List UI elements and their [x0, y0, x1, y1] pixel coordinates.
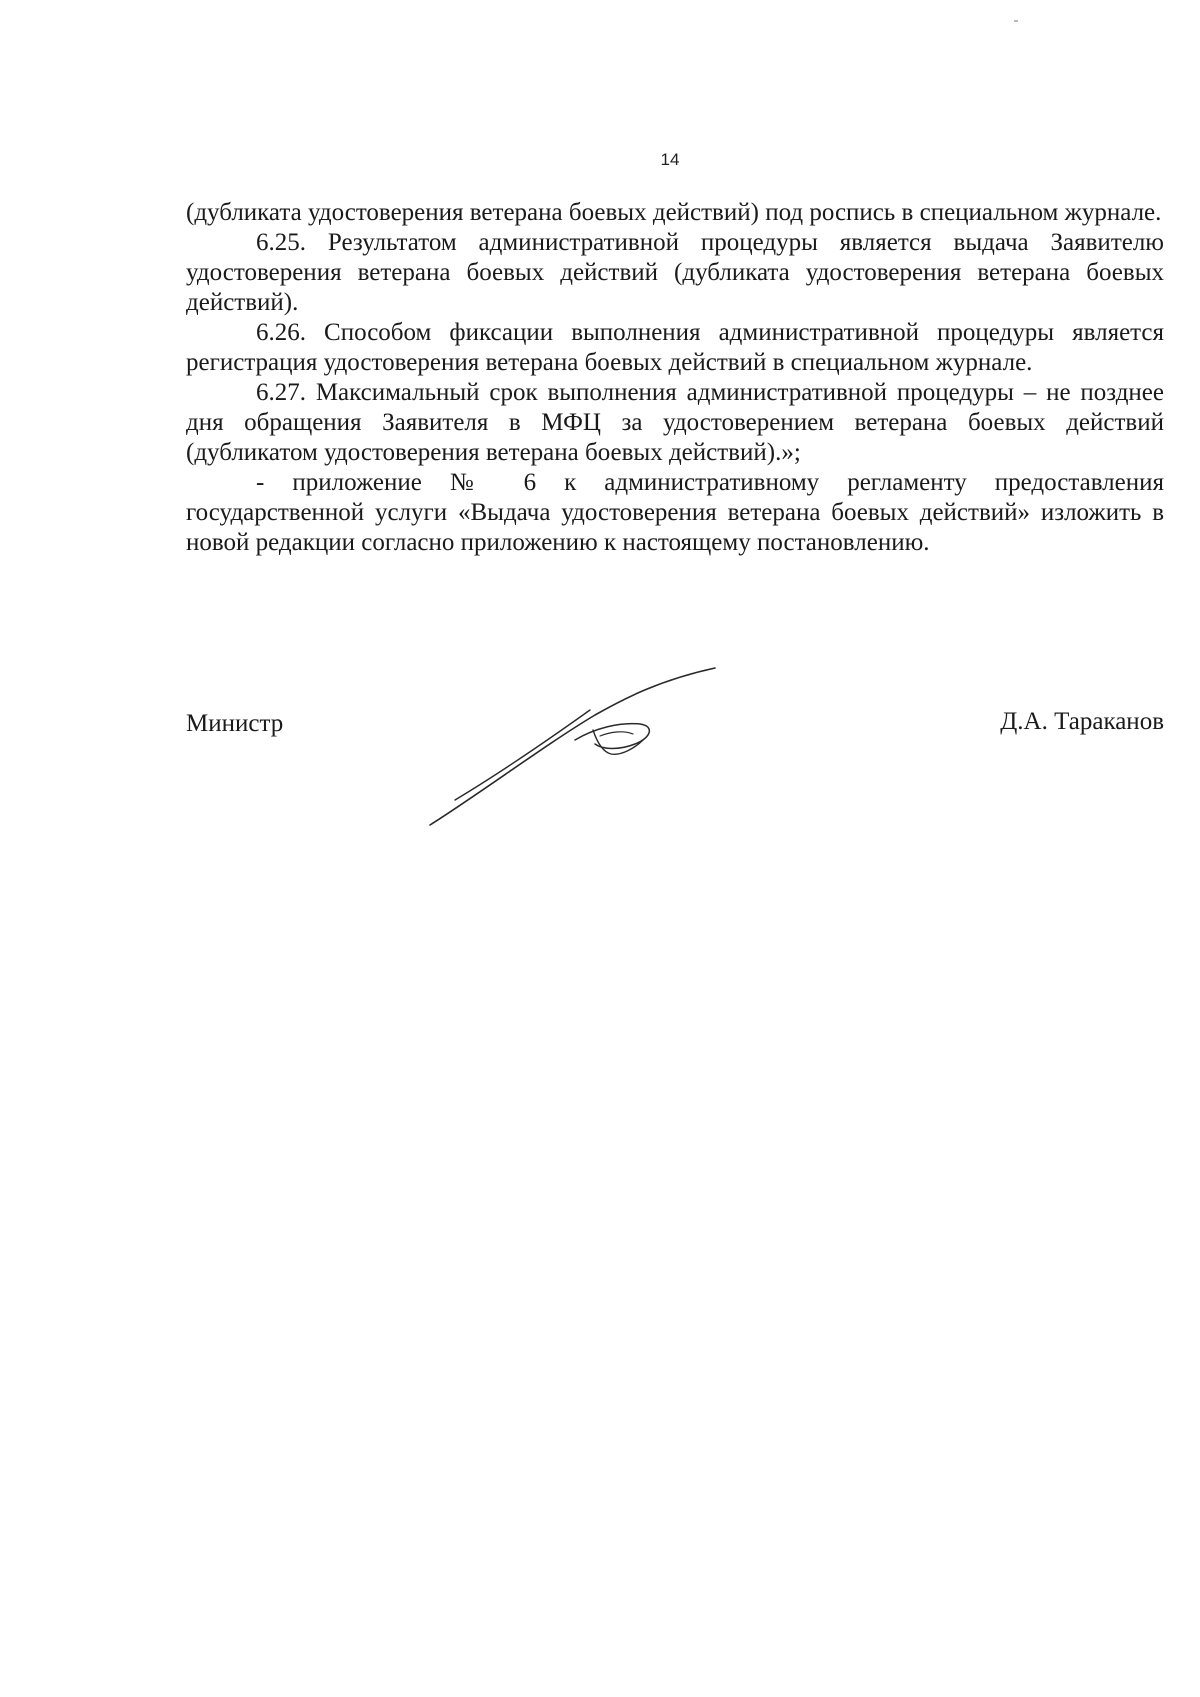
- paragraph-6-26: 6.26. Способом фиксации выполнения административной процедуры является регистрация удостоверения ветерана боевых действий в специальном журнале.: [186, 319, 1164, 376]
- paragraph-appendix-6: - приложение № 6 к административному регламенту предоставления государственной услуги «Выдача удостоверения ветерана боевых действий» изложить в новой редакции согласно приложению к настоящему постановлению.: [186, 469, 1164, 556]
- paragraph-continuation: (дубликата удостоверения ветерана боевых действий) под роспись в специальном журнале.: [186, 199, 1162, 226]
- document-body: [186, 198, 1164, 558]
- scan-mark: [1014, 20, 1018, 22]
- paragraph-6-25: 6.25. Результатом административной процедуры является выдача Заявителю удостоверения ветерана боевых действий (дубликата удостоверения ветерана боевых действий).: [186, 229, 1164, 316]
- paragraph-6-27: 6.27. Максимальный срок выполнения административной процедуры – не позднее дня обращения Заявителя в МФЦ за удостоверением ветерана боевых действий (дубликатом удостоверения ветерана боевых действий).»;: [186, 379, 1164, 466]
- handwritten-signature: [425, 660, 725, 830]
- page-number: 14: [660, 150, 680, 169]
- signatory-title: Министр: [186, 710, 284, 737]
- signatory-name: Д.А. Тараканов: [1000, 708, 1164, 735]
